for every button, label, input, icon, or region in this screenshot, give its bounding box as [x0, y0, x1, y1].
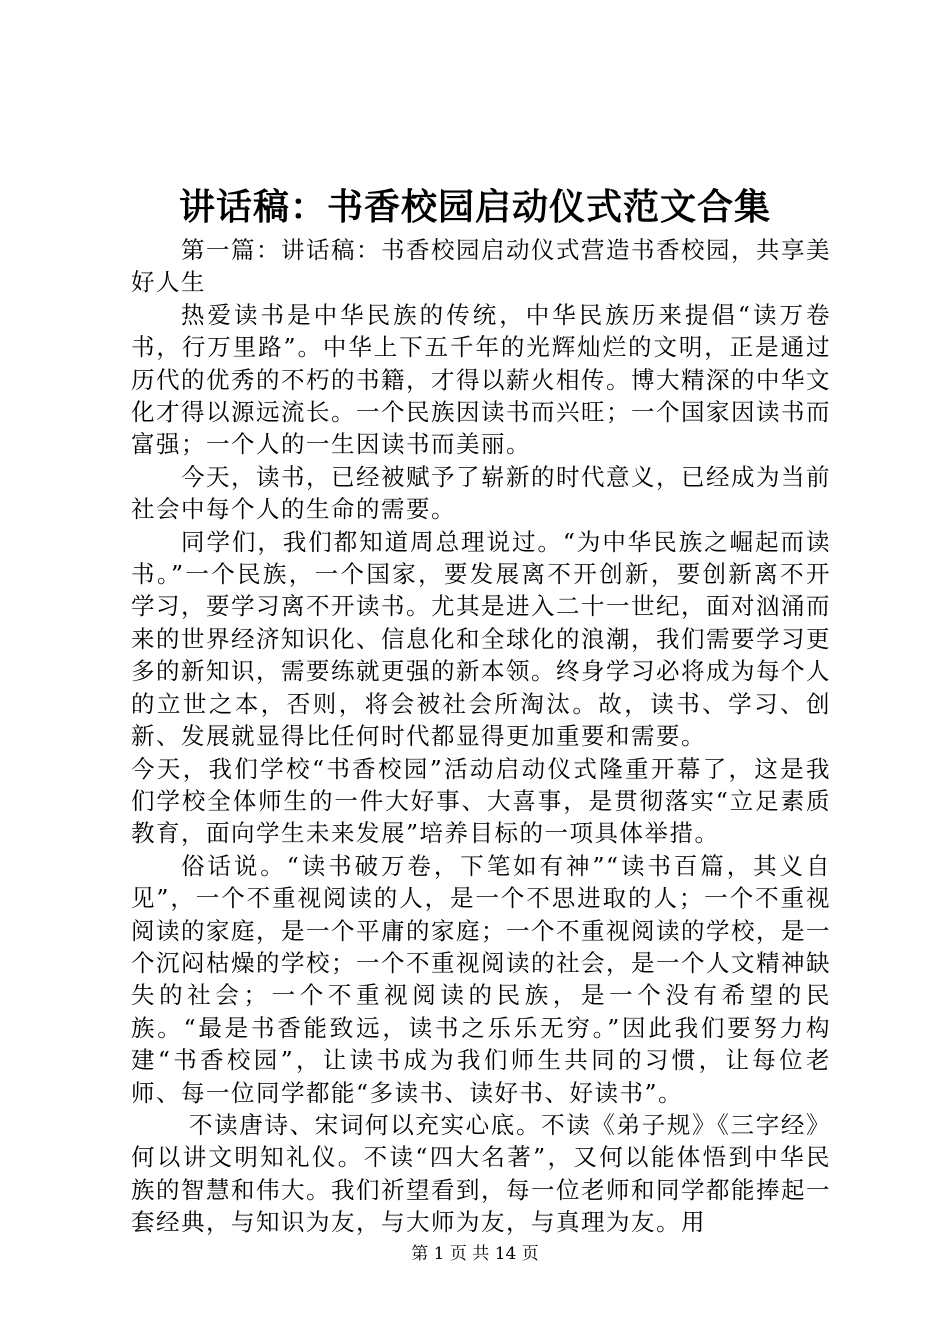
- paragraph: 同学们，我们都知道周总理说过。“为中华民族之崛起而读书。”一个民族，一个国家，要发展离不开创新，要创新离不开学习，要学习离不开读书。尤其是进入二十一世纪，面对汹涌而来的世界经济知识化、信息化和全球化的浪潮，我们需要学习更多的新知识，需要练就更强的新本领。终身学习必将成为每个人的立世之本，否则，将会被社会所淘汰。故，读书、学习、创新、发展就显得比任何时代都显得更加重要和需要。: [131, 527, 831, 751]
- paragraph: 热爱读书是中华民族的传统，中华民族历来提倡“读万卷书，行万里路”。中华上下五千年的光辉灿烂的文明，正是通过历代的优秀的不朽的书籍，才得以薪火相传。博大精深的中华文化才得以源远流长。一个民族因读书而兴旺；一个国家因读书而富强；一个人的一生因读书而美丽。: [131, 300, 831, 459]
- document-title: 讲话稿：书香校园启动仪式范文合集: [178, 187, 771, 228]
- paragraph: 今天，读书，已经被赋予了崭新的时代意义，已经成为当前社会中每个人的生命的需要。: [131, 462, 831, 524]
- page-number-footer: 第 1 页 共 14 页: [411, 1244, 539, 1264]
- document-body: [131, 234, 831, 1239]
- paragraph-chapter-heading: 第一篇：讲话稿：书香校园启动仪式营造书香校园，共享美好人生: [131, 236, 831, 297]
- paragraph: 今天，我们学校“书香校园”活动启动仪式隆重开幕了，这是我们学校全体师生的一件大好事、大喜事，是贯彻落实“立足素质教育，面向学生未来发展”培养目标的一项具体举措。: [131, 754, 831, 848]
- paragraph: 俗话说。“读书破万卷，下笔如有神”“读书百篇，其义自见”，一个不重视阅读的人，是一个不思进取的人；一个不重视阅读的家庭，是一个平庸的家庭；一个不重视阅读的学校，是一个沉闷枯燥的学校；一个不重视阅读的社会，是一个人文精神缺失的社会；一个不重视阅读的民族，是一个没有希望的民族。“最是书香能致远，读书之乐乐无穷。”因此我们要努力构建“书香校园”，让读书成为我们师生共同的习惯，让每位老师、每一位同学都能“多读书、读好书、好读书”。: [131, 851, 831, 1107]
- paragraph: 不读唐诗、宋词何以充实心底。不读《弟子规》《三字经》何以讲文明知礼仪。不读“四大名著”，又何以能体悟到中华民族的智慧和伟大。我们祈望看到，每一位老师和同学都能捧起一套经典，与知识为友，与大师为友，与真理为友。用: [131, 1110, 831, 1237]
